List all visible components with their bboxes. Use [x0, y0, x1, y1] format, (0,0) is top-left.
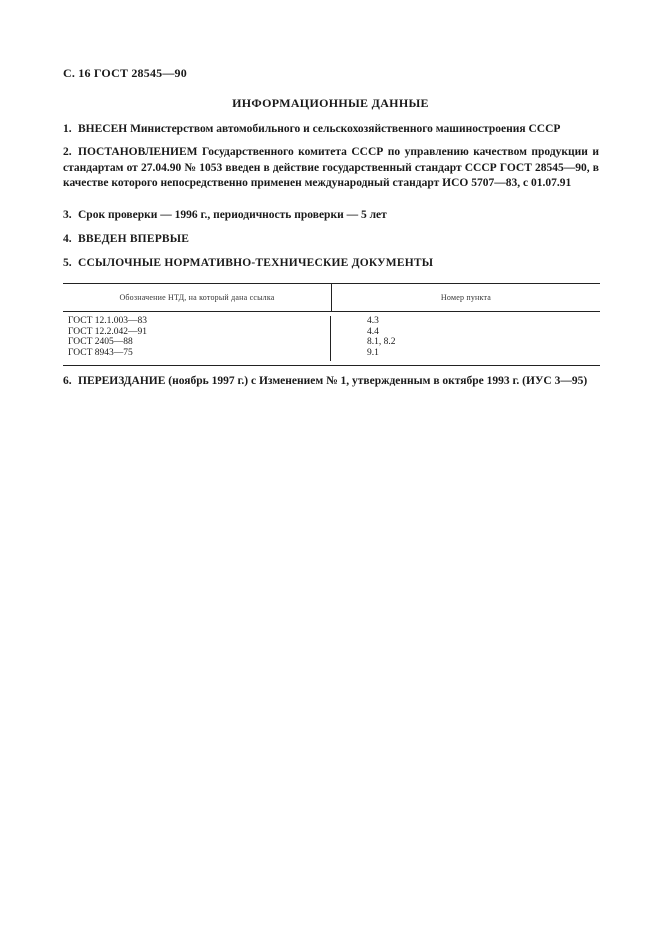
item-number: 5.: [63, 257, 72, 269]
table-body: [63, 312, 600, 365]
table-cell-clause: 4.3: [367, 316, 379, 326]
item-number: 3.: [63, 209, 72, 221]
document-column: [63, 316, 331, 361]
table-cell-clause: 8.1, 8.2: [367, 337, 396, 347]
table-cell-document: ГОСТ 12.2.042—91: [68, 326, 147, 337]
table-cell-clause: 4.4: [367, 326, 379, 337]
item-number: 6.: [63, 375, 72, 387]
item-number: 2.: [63, 146, 72, 158]
table-cell-document: ГОСТ 12.1.003—83: [68, 316, 147, 326]
item-text: ВНЕСЕН Министерством автомобильного и сельскохозяйственного машиностроения СССР: [78, 123, 561, 135]
item-number: 4.: [63, 233, 72, 245]
info-item-4: [63, 232, 599, 248]
item-text: ССЫЛОЧНЫЕ НОРМАТИВНО-ТЕХНИЧЕСКИЕ ДОКУМЕНТЫ: [78, 257, 434, 269]
column-header-document: Обозначение НТД, на который дана ссылка: [63, 284, 332, 311]
table-cell-document: ГОСТ 8943—75: [68, 347, 133, 358]
item-number: 1.: [63, 123, 72, 135]
item-text: ВВЕДЕН ВПЕРВЫЕ: [78, 233, 190, 245]
column-header-clause: Номер пункта: [440, 293, 492, 302]
item-text: ПЕРЕИЗДАНИЕ (ноябрь 1997 г.) с Изменением № 1, утвержденным в октябре 1993 г. (ИУС 3—95): [78, 375, 588, 387]
info-item-1: [63, 122, 599, 138]
clause-column: [331, 316, 600, 361]
item-text: Срок проверки — 1996 г., периодичность проверки — 5 лет: [78, 209, 387, 221]
info-item-2: [63, 145, 599, 192]
table-cell-clause: 9.1: [367, 347, 379, 358]
info-item-6: [63, 374, 599, 390]
item-text: ПОСТАНОВЛЕНИЕМ Государственного комитета СССР по управлению качеством продукции и стандартам от 27.04.90 № 1053 введен в действие государственный стандарт СССР ГОСТ 28545—90, в качестве которого непосредственно применен международный стандарт ИСО 5707—83, с 01.07.91: [63, 146, 599, 189]
table-cell-document: ГОСТ 2405—88: [68, 337, 133, 347]
section-title: ИНФОРМАЦИОННЫЕ ДАННЫЕ: [232, 96, 429, 110]
info-item-3: [63, 208, 599, 224]
reference-documents-table: [63, 283, 600, 366]
page-header: С. 16 ГОСТ 28545—90: [63, 66, 187, 80]
info-item-5: [63, 256, 599, 272]
table-header: [63, 284, 600, 312]
